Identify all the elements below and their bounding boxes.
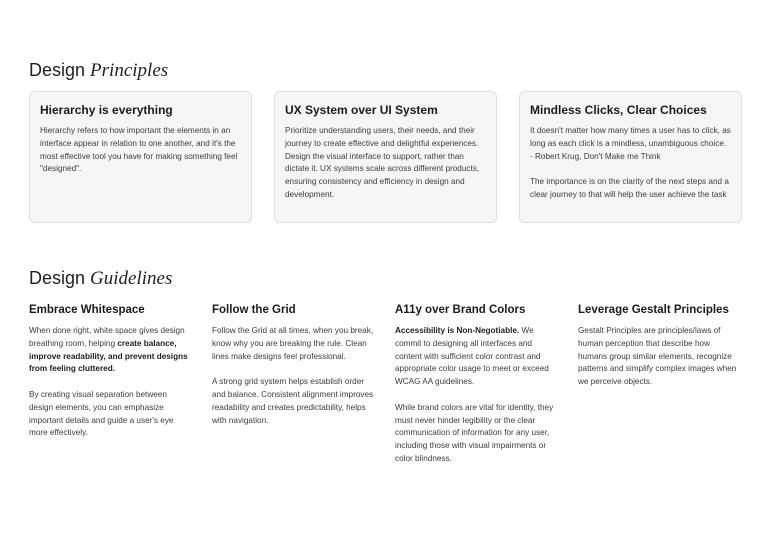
guideline-text: A strong grid system helps establish order and balance. Consistent alignment improves readability and creates predictability, helps with navigation. — [212, 377, 374, 425]
guideline-title: Leverage Gestalt Principles — [578, 304, 729, 316]
guideline-gestalt — [578, 302, 740, 466]
guideline-text — [395, 325, 557, 389]
principle-card-title: UX System over UI System — [285, 103, 438, 117]
principle-card-text: Prioritize understanding users, their needs, and their journey to create effective and delightful experiences. Design the visual interface to support, rather than dictate it. UX systems scale across different products, ensuring consistency and efficiency in design and development. — [285, 126, 480, 199]
principles-heading-italic: Principles — [90, 60, 169, 81]
guideline-title: Follow the Grid — [212, 304, 296, 316]
guidelines-heading — [29, 266, 172, 291]
guideline-text-bold: create balance, improve readability, and prevent designs from feeling cluttered. — [29, 338, 188, 374]
principle-card-ux-system — [274, 91, 497, 223]
guideline-whitespace — [29, 302, 191, 466]
guideline-grid — [212, 302, 374, 466]
principle-card-title: Hierarchy is everything — [40, 103, 173, 117]
principle-card-text: Hierarchy refers to how important the elements in an interface appear in relation to one another, and it's the most effective tool you have for making something feel "designed". — [40, 126, 238, 174]
principle-card-title: Mindless Clicks, Clear Choices — [530, 103, 707, 117]
guidelines-heading-italic: Guidelines — [90, 268, 173, 289]
guideline-title: A11y over Brand Colors — [395, 304, 526, 316]
guideline-text-bold: Accessibility is Non-Negotiable. — [395, 326, 520, 335]
guideline-text: By creating visual separation between design elements, you can emphasize important details and guide a user's eye more effectively. — [29, 389, 174, 438]
guidelines-heading-plain: Design — [29, 268, 86, 288]
principle-card-mindless-clicks — [519, 91, 742, 223]
guideline-text — [29, 325, 191, 376]
guidelines-columns — [29, 302, 740, 466]
guideline-text-regular: We commit to designing all interfaces and content with sufficient color contrast and appropriate color usage to meet or exceed WCAG AA guidelines. — [395, 326, 549, 387]
guideline-text: Follow the Grid at all times, when you break, know why you are breaking the rule. Clean lines make designs feel professional. — [212, 326, 374, 361]
guideline-title: Embrace Whitespace — [29, 304, 145, 316]
principles-heading-plain: Design — [29, 60, 86, 80]
guideline-text: Gestalt Principles are principles/laws of human perception that describe how humans group similar elements, recognize patterns and simplify complex images when we perceive objects. — [578, 326, 737, 387]
guideline-a11y — [395, 302, 557, 466]
principle-card-hierarchy — [29, 91, 252, 223]
principle-card-text: It doesn't matter how many times a user has to click, as long as each click is a mindless, unambiguous choice. - Robert Krug, Don't Make me Think — [530, 126, 731, 161]
principles-cards — [29, 91, 742, 223]
principle-card-text: The importance is on the clarity of the next steps and a clear journey to that will help the user achieve the task — [530, 177, 729, 199]
principles-heading — [29, 58, 168, 83]
guideline-text-regular: When done right, white space gives design breathing room, helping — [29, 326, 185, 348]
guideline-text: While brand colors are vital for identity, they must never hinder legibility or the clear communication of information for any user, including those with visual impairments or color blindness. — [395, 402, 554, 463]
